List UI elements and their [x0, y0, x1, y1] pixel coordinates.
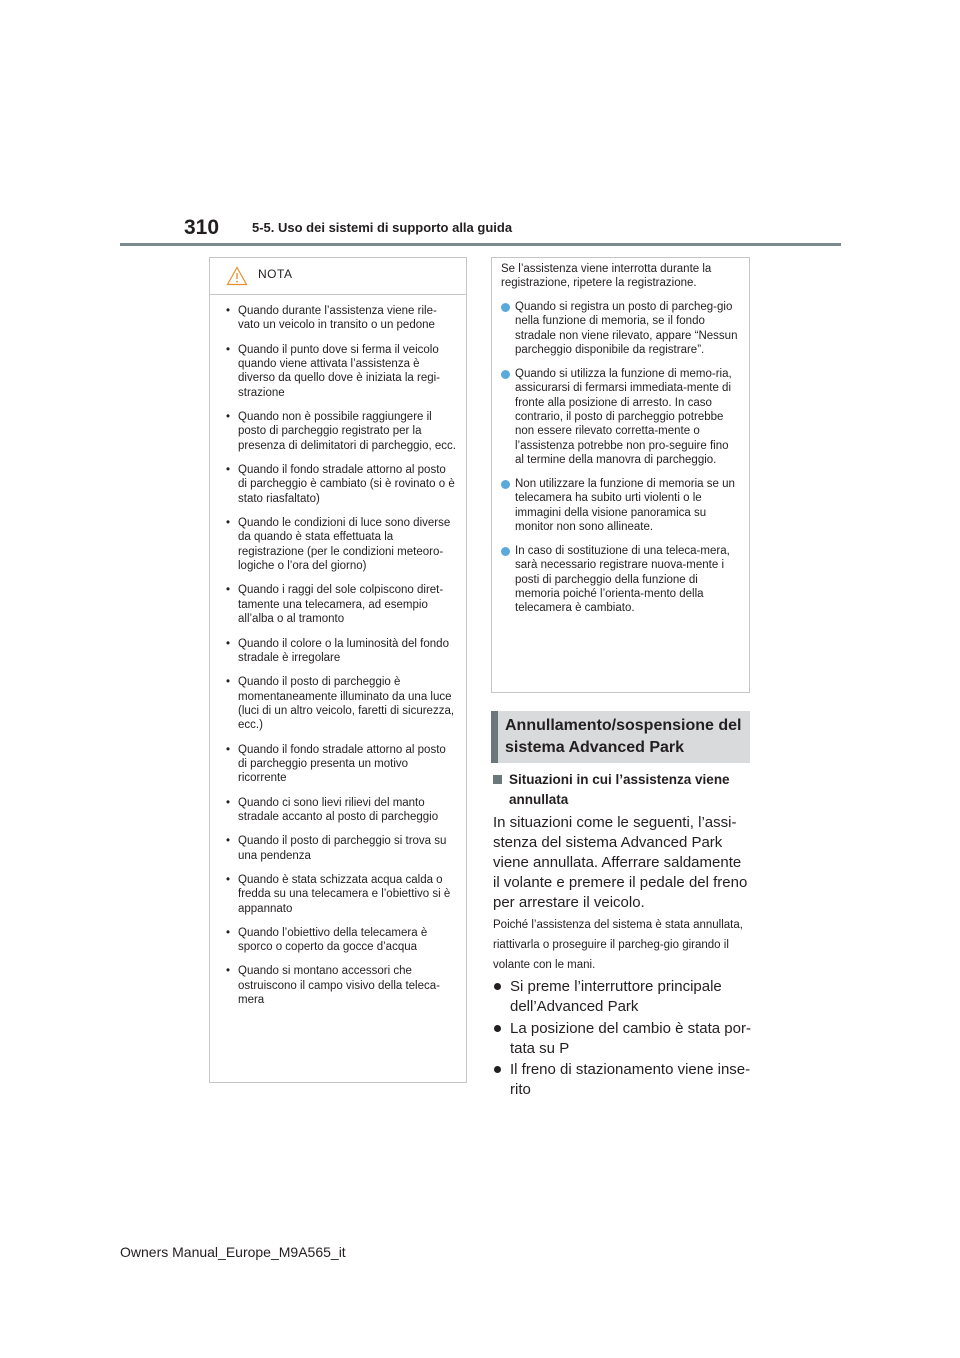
subheading-text: Situazioni in cui l’assistenza viene annullata [509, 772, 730, 807]
info-list [501, 300, 739, 616]
info-item [501, 367, 739, 468]
nota-item: • Quando i raggi del sole colpiscono diret-tamente una telecamera, ad esempio all’alba o al tramonto [226, 583, 456, 626]
header-rule [120, 243, 841, 246]
nota-item: • Quando ci sono lievi rilievi del manto stradale accanto al posto di parcheggio [226, 796, 456, 825]
nota-header [210, 258, 466, 295]
nota-title: NOTA [258, 267, 293, 281]
info-item-text: Non utilizzare la funzione di memoria se un telecamera ha subito urti violenti o le immagini della visione panoramica su monitor non sono allineate. [515, 477, 735, 534]
nota-item: • Quando il fondo stradale attorno al posto di parcheggio presenta un motivo ricorrente [226, 743, 456, 786]
bullet-item-text: Si preme l’interruttore principale dell’Advanced Park [510, 978, 722, 1015]
info-item-text: Quando si registra un posto di parcheg-gio nella funzione di memoria, se il fondo stradale non viene rilevato, appare “Nessun parcheggio disponibile da registrare”. [515, 300, 738, 357]
square-bullet-icon [493, 775, 502, 784]
info-item-text: Quando si utilizza la funzione di memo-ria, assicurarsi di fermarsi immediata-mente di fronte alla posizione di arresto. In caso contrario, il posto di parcheggio potrebbe non essere rilevato corretta-mente o l’assistenza potrebbe non pro-seguire fino al termine della manovra di parcheggio. [515, 367, 732, 467]
blue-dot-icon [501, 480, 510, 489]
bullet-list [493, 977, 751, 1102]
info-item [501, 300, 739, 358]
nota-item: • Quando è stata schizzata acqua calda o fredda su una telecamera e l’obiettivo si è appannato [226, 873, 456, 916]
nota-list [210, 295, 466, 1008]
nota-item: • Quando durante l’assistenza viene rile-vato un veicolo in transito o un pedone [226, 304, 456, 333]
body-note: Poiché l’assistenza del sistema è stata annullata, riattivarla o proseguire il parcheg-gio girando il volante con le mani. [493, 919, 743, 971]
subheading [493, 770, 751, 810]
blue-dot-icon [501, 370, 510, 379]
warning-triangle-icon [226, 266, 248, 286]
info-item-text: In caso di sostituzione di una teleca-mera, sarà necessario registrare nuova-mente i posti di parcheggio della funzione di memoria poiché l’orienta-mento della telecamera è cambiato. [515, 544, 730, 615]
nota-item: • Quando il posto di parcheggio si trova su una pendenza [226, 834, 456, 863]
nota-item: • Quando l’obiettivo della telecamera è sporco o coperto da gocce d’acqua [226, 926, 456, 955]
bullet-item-text: Il freno di stazionamento viene inse-rito [510, 1061, 751, 1098]
info-item [501, 544, 739, 616]
section-title-text: Annullamento/sospensione del sistema Advanced Park [505, 717, 742, 756]
bullet-item [493, 977, 751, 1017]
page-number: 310 [184, 216, 220, 239]
footer-text: Owners Manual_Europe_M9A565_it [120, 1244, 346, 1260]
blue-dot-icon [501, 303, 510, 312]
nota-item: • Quando il punto dove si ferma il veicolo quando viene attivata l’assistenza è diverso da quello dove è iniziata la regi-strazione [226, 343, 456, 401]
nota-item: • Quando non è possibile raggiungere il posto di parcheggio registrato per la presenza di delimitatori di parcheggio, ecc. [226, 410, 456, 453]
bullet-dot-icon [494, 983, 501, 990]
section-title-bar [491, 711, 498, 763]
bullet-item-text: La posizione del cambio è stata por-tata su P [510, 1019, 751, 1057]
nota-item: • Quando il fondo stradale attorno al posto di parcheggio è cambiato (si è rovinato o è stato riasfaltato) [226, 463, 456, 506]
info-intro: Se l’assistenza viene interrotta durante la registrazione, ripetere la registrazione. [501, 263, 712, 290]
nota-item: • Quando il posto di parcheggio è momentaneamente illuminato da una luce (luci di un altro veicolo, faretti di sicurezza, ecc.) [226, 675, 456, 733]
bullet-dot-icon [494, 1066, 501, 1073]
bullet-dot-icon [494, 1025, 501, 1032]
blue-dot-icon [501, 547, 510, 556]
info-item [501, 477, 739, 535]
section-title [491, 711, 750, 763]
body-paragraph: In situazioni come le seguenti, l’assi-stenza del sistema Advanced Park viene annullata. Afferrare saldamente il volante e premere il pedale del freno per arrestare il veicolo. [493, 814, 748, 911]
nota-item: • Quando le condizioni di luce sono diverse da quando è stata effettuata la registrazione (per le condizioni meteoro-logiche o l’ora del giorno) [226, 516, 456, 574]
bullet-item [493, 1019, 751, 1059]
nota-item: • Quando si montano accessori che ostruiscono il campo visivo della teleca-mera [226, 964, 456, 1007]
nota-item: • Quando il colore o la luminosità del fondo stradale è irregolare [226, 637, 456, 666]
info-box [491, 257, 750, 693]
bullet-item [493, 1060, 751, 1100]
section-header: 5-5. Uso dei sistemi di supporto alla guida [252, 220, 513, 235]
nota-box [209, 257, 467, 1083]
